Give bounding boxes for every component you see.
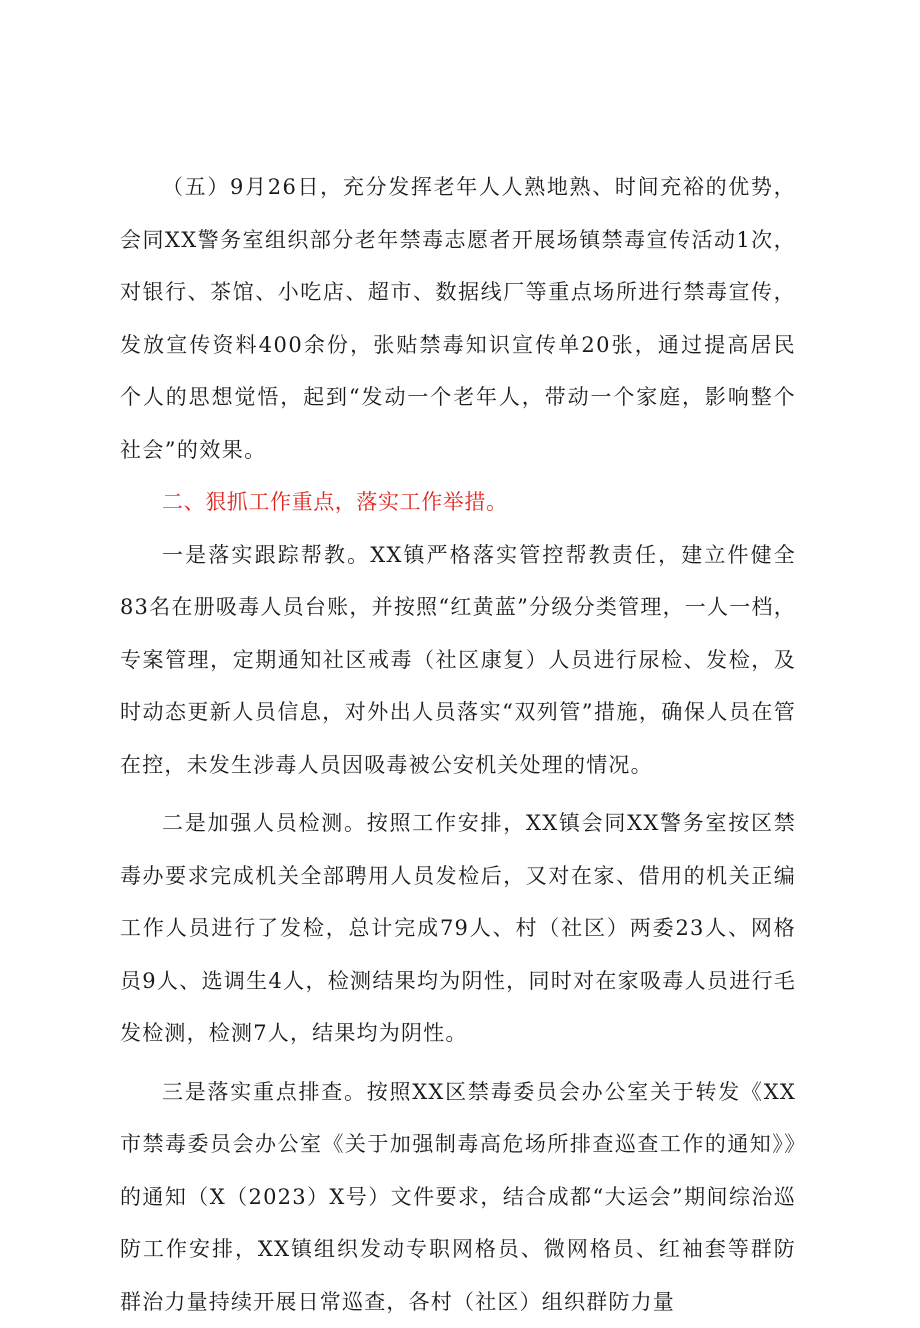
paragraph-five: （五）9月26日，充分发挥老年人人熟地熟、时间充裕的优势，会同XX警务室组织部分老年禁毒志愿者开展场镇禁毒宣传活动1次，对银行、茶馆、小吃店、超市、数据线厂等重点场所进行禁毒宣传，发放宣传资料400余份，张贴禁毒知识宣传单20张，通过提高居民个人的思想觉悟，起到“发动一个老年人，带动一个家庭，影响整个社会”的效果。 — [120, 161, 796, 476]
paragraph-follow-up-assistance: 一是落实跟踪帮教。XX镇严格落实管控帮教责任，建立件健全83名在册吸毒人员台账，并按照“红黄蓝”分级分类管理，一人一档，专案管理，定期通知社区戒毒（社区康复）人员进行尿检、发检，及时动态更新人员信息，对外出人员落实“双列管”措施，确保人员在管在控，未发生涉毒人员因吸毒被公安机关处理的情况。 — [120, 529, 796, 792]
paragraph-personnel-testing: 二是加强人员检测。按照工作安排，XX镇会同XX警务室按区禁毒办要求完成机关全部聘用人员发检后，又对在家、借用的机关正编工作人员进行了发检，总计完成79人、村（社区）两委23人、网格员9人、选调生4人，检测结果均为阴性，同时对在家吸毒人员进行毛发检测，检测7人，结果均为阴性。 — [120, 797, 796, 1060]
section-heading-two: 二、狠抓工作重点，落实工作举措。 — [120, 476, 796, 529]
paragraph-key-inspection: 三是落实重点排查。按照XX区禁毒委员会办公室关于转发《XX市禁毒委员会办公室《关于加强制毒高危场所排查巡查工作的通知》》的通知（X（2023）X号）文件要求，结合成都“大运会”期间综治巡防工作安排，XX镇组织发动专职网格员、微网格员、红袖套等群防群治力量持续开展日常巡查，各村（社区）组织群防力量 — [120, 1066, 796, 1328]
document-body — [120, 161, 796, 1328]
